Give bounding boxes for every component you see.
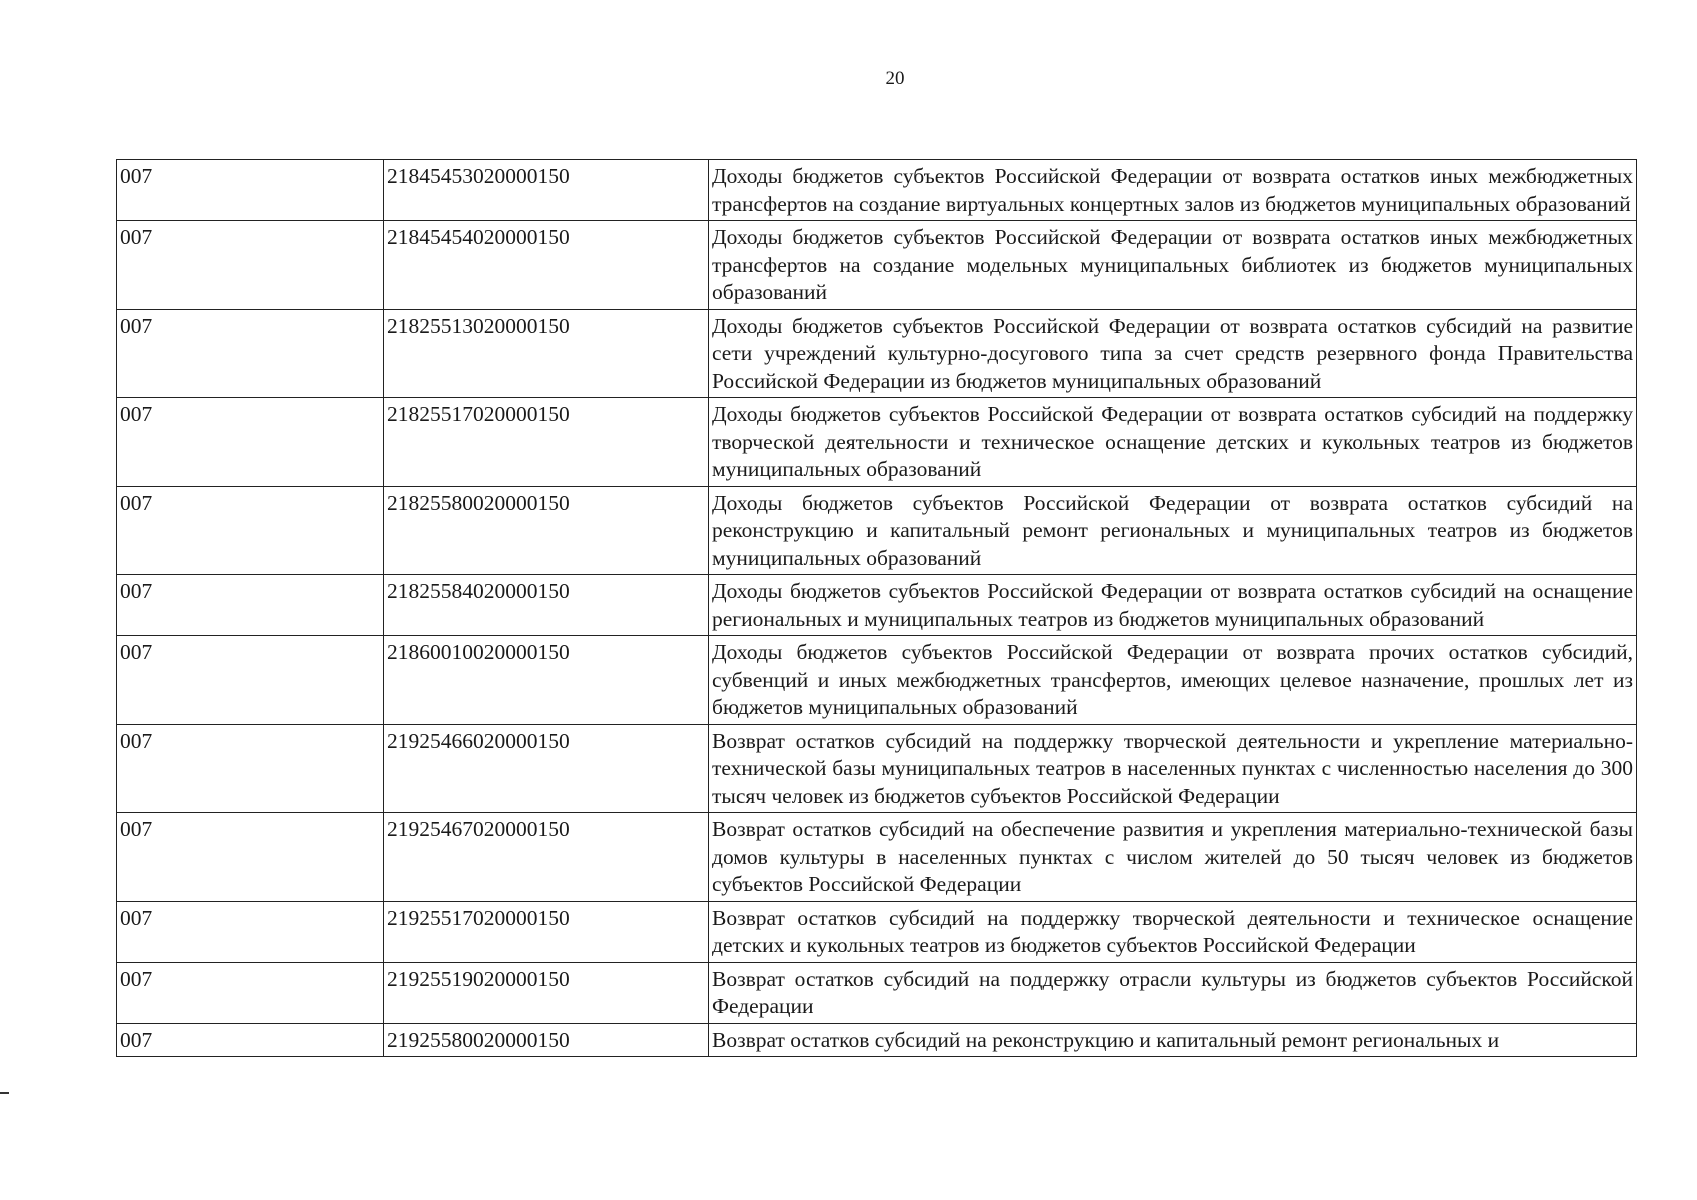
description-cell: Возврат остатков субсидий на поддержку творческой деятельности и техническое оснащение детских и кукольных театров из бюджетов субъектов Российской Федерации	[709, 901, 1637, 962]
description-cell: Доходы бюджетов субъектов Российской Федерации от возврата остатков субсидий на поддержку творческой деятельности и техническое оснащение детских и кукольных театров из бюджетов муниципальных образований	[709, 398, 1637, 487]
table-row	[117, 636, 1637, 725]
description-cell: Доходы бюджетов субъектов Российской Федерации от возврата остатков иных межбюджетных трансфертов на создание модельных муниципальных библиотек из бюджетов муниципальных образований	[709, 221, 1637, 310]
table-row	[117, 901, 1637, 962]
admin-code-cell: 007	[117, 724, 384, 813]
description-cell: Доходы бюджетов субъектов Российской Федерации от возврата остатков субсидий на развитие сети учреждений культурно-досугового типа за счет средств резервного фонда Правительства Российской Федерации из бюджетов муниципальных образований	[709, 309, 1637, 398]
admin-code-cell: 007	[117, 575, 384, 636]
revenue-code-cell: 21925580020000150	[384, 1023, 709, 1057]
admin-code-cell: 007	[117, 309, 384, 398]
margin-dash-mark	[0, 1092, 9, 1094]
admin-code-cell: 007	[117, 901, 384, 962]
table-row	[117, 486, 1637, 575]
description-cell: Возврат остатков субсидий на реконструкцию и капитальный ремонт региональных и	[709, 1023, 1637, 1057]
revenue-code-cell: 21825513020000150	[384, 309, 709, 398]
description-cell: Возврат остатков субсидий на обеспечение развития и укрепления материально-технической базы домов культуры в населенных пунктах с числом жителей до 50 тысяч человек из бюджетов субъектов Российской Федерации	[709, 813, 1637, 902]
table-row	[117, 309, 1637, 398]
table-row	[117, 813, 1637, 902]
admin-code-cell: 007	[117, 1023, 384, 1057]
table-row	[117, 1023, 1637, 1057]
page-number: 20	[885, 68, 905, 89]
table-row	[117, 962, 1637, 1023]
description-cell: Доходы бюджетов субъектов Российской Федерации от возврата прочих остатков субсидий, субвенций и иных межбюджетных трансфертов, имеющих целевое назначение, прошлых лет из бюджетов муниципальных образований	[709, 636, 1637, 725]
revenue-code-cell: 21825584020000150	[384, 575, 709, 636]
revenue-code-cell: 21925519020000150	[384, 962, 709, 1023]
description-cell: Доходы бюджетов субъектов Российской Федерации от возврата остатков субсидий на оснащение региональных и муниципальных театров из бюджетов муниципальных образований	[709, 575, 1637, 636]
budget-code-table	[116, 159, 1637, 1057]
revenue-code-cell: 21825517020000150	[384, 398, 709, 487]
table-row	[117, 575, 1637, 636]
description-cell: Возврат остатков субсидий на поддержку отрасли культуры из бюджетов субъектов Российской Федерации	[709, 962, 1637, 1023]
admin-code-cell: 007	[117, 813, 384, 902]
revenue-code-cell: 21845453020000150	[384, 160, 709, 221]
revenue-code-cell: 21860010020000150	[384, 636, 709, 725]
description-cell: Доходы бюджетов субъектов Российской Федерации от возврата остатков субсидий на реконструкцию и капитальный ремонт региональных и муниципальных театров из бюджетов муниципальных образований	[709, 486, 1637, 575]
revenue-code-cell: 21925517020000150	[384, 901, 709, 962]
admin-code-cell: 007	[117, 962, 384, 1023]
table-row	[117, 724, 1637, 813]
description-cell: Возврат остатков субсидий на поддержку творческой деятельности и укрепление материально-технической базы муниципальных театров в населенных пунктах с численностью населения до 300 тысяч человек из бюджетов субъектов Российской Федерации	[709, 724, 1637, 813]
admin-code-cell: 007	[117, 486, 384, 575]
revenue-code-cell: 21925466020000150	[384, 724, 709, 813]
description-cell: Доходы бюджетов субъектов Российской Федерации от возврата остатков иных межбюджетных трансфертов на создание виртуальных концертных залов из бюджетов муниципальных образований	[709, 160, 1637, 221]
admin-code-cell: 007	[117, 636, 384, 725]
revenue-code-cell: 21825580020000150	[384, 486, 709, 575]
admin-code-cell: 007	[117, 398, 384, 487]
table-row	[117, 160, 1637, 221]
admin-code-cell: 007	[117, 221, 384, 310]
revenue-code-cell: 21925467020000150	[384, 813, 709, 902]
revenue-code-cell: 21845454020000150	[384, 221, 709, 310]
table-row	[117, 398, 1637, 487]
admin-code-cell: 007	[117, 160, 384, 221]
table-row	[117, 221, 1637, 310]
